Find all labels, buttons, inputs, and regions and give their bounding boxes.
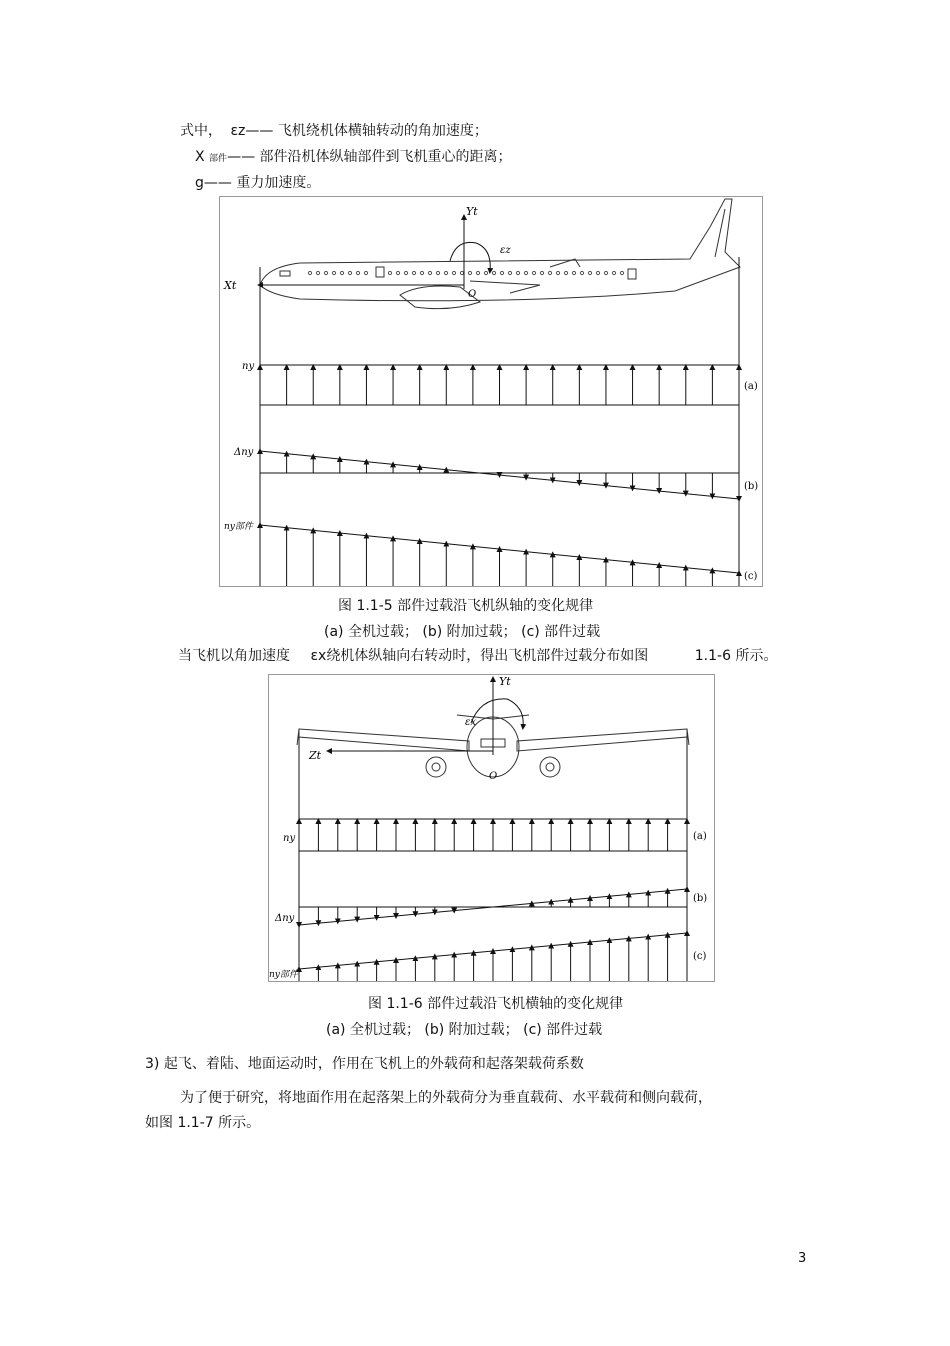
window-dot	[492, 271, 495, 274]
window-dot	[556, 271, 559, 274]
tag-c: (c)	[744, 571, 758, 582]
figure-1-1-6-subcaption: (a) 全机过载； (b) 附加过载； (c) 部件过载	[326, 1022, 603, 1038]
tag-b: (b)	[744, 481, 759, 492]
window-dot	[596, 271, 599, 274]
window-dot	[436, 271, 439, 274]
ny-part-label: ny部件	[269, 970, 298, 980]
window-dot	[580, 271, 583, 274]
section-3-heading: 3) 起飞、着陆、地面运动时，作用在飞机上的外载荷和起落架载荷系数	[145, 1056, 584, 1072]
window-dot	[364, 271, 367, 274]
figure-1-1-6-drawing	[269, 675, 714, 981]
window-dot	[484, 271, 487, 274]
window-dot	[388, 271, 391, 274]
window-dot	[428, 271, 431, 274]
window-dot	[460, 271, 463, 274]
window-dot	[532, 271, 535, 274]
epsilon-label: εx	[465, 717, 477, 728]
where-line-x	[195, 146, 512, 166]
epsilon-x-symbol: εx	[310, 648, 327, 664]
x-subscript: 部件	[209, 154, 228, 164]
rotation-sentence-b: 绕机体纵轴向右转动时，得出飞机部件过载分布如图	[326, 648, 649, 664]
x-axis-label: Xt	[224, 279, 237, 292]
where-line-g: g—— 重力加速度。	[195, 175, 321, 191]
rotation-sentence-c: 1.1-6 所示。	[694, 648, 778, 664]
ny-label: ny	[283, 833, 296, 844]
window-dot	[404, 271, 407, 274]
figure-1-1-5-subcaption: (a) 全机过载； (b) 附加过载； (c) 部件过载	[324, 624, 601, 640]
where-line-epsilon	[180, 120, 488, 140]
epsilon-z-definition: —— 飞机绕机体横轴转动的角加速度；	[245, 123, 488, 139]
tag-a: (a)	[744, 381, 758, 392]
tag-b: (b)	[693, 893, 708, 904]
tag-a: (a)	[693, 831, 707, 842]
window-dot	[524, 271, 527, 274]
delta-ny-label: Δny	[234, 447, 254, 458]
ny-label: ny	[242, 361, 255, 372]
epsilon-z-symbol: εz	[230, 123, 246, 139]
z-axis-label: Zt	[309, 749, 322, 762]
figure-1-1-5	[219, 196, 763, 587]
ny-part-label: ny部件	[224, 522, 253, 532]
rotation-arc-icon	[471, 699, 523, 727]
diagram-c-arrows	[299, 933, 687, 981]
where-prefix: 式中，	[180, 123, 222, 139]
window-dot	[572, 271, 575, 274]
origin-label: O	[468, 289, 477, 300]
window-dot	[412, 271, 415, 274]
window-dot	[564, 271, 567, 274]
delta-ny-label: Δny	[275, 913, 295, 924]
rotation-sentence-a: 当飞机以角加速度	[178, 648, 290, 664]
window-dot	[508, 271, 511, 274]
diagram-a-arrows	[260, 367, 739, 405]
y-axis-label: Yt	[499, 675, 511, 688]
window-dot	[356, 271, 359, 274]
window-dot	[324, 271, 327, 274]
window-dot	[444, 271, 447, 274]
window-dot	[604, 271, 607, 274]
diagram-c-arrows	[260, 525, 739, 586]
window-dot	[500, 271, 503, 274]
window-dot	[308, 271, 311, 274]
airplane-windows	[308, 271, 623, 274]
window-dot	[620, 271, 623, 274]
figure-1-1-5-caption: 图 1.1-5 部件过载沿飞机纵轴的变化规律	[338, 598, 594, 614]
window-dot	[332, 271, 335, 274]
x-symbol: X	[195, 149, 205, 165]
window-dot	[340, 271, 343, 274]
window-dot	[420, 271, 423, 274]
rotation-sentence	[178, 645, 777, 665]
figure-1-1-5-drawing	[220, 197, 762, 586]
x-definition: —— 部件沿机体纵轴部件到飞机重心的距离；	[227, 149, 512, 165]
window-dot	[348, 271, 351, 274]
window-dot	[588, 271, 591, 274]
page-number: 3	[798, 1251, 807, 1266]
paragraph-line-2: 如图 1.1-7 所示。	[145, 1115, 261, 1131]
figure-1-1-6-caption: 图 1.1-6 部件过载沿飞机横轴的变化规律	[368, 996, 624, 1012]
origin-label: O	[489, 771, 498, 782]
window-dot	[396, 271, 399, 274]
window-dot	[548, 271, 551, 274]
window-dot	[476, 271, 479, 274]
tag-c: (c)	[693, 951, 707, 962]
paragraph-line-1: 为了便于研究，将地面作用在起落架上的外载荷分为垂直载荷、水平载荷和侧向载荷，	[180, 1090, 712, 1106]
window-dot	[468, 271, 471, 274]
diagram-a-arrows	[299, 821, 687, 851]
rotation-arc-icon	[450, 242, 490, 271]
window-dot	[516, 271, 519, 274]
y-axis-label: Yt	[466, 205, 478, 218]
window-dot	[316, 271, 319, 274]
window-dot	[452, 271, 455, 274]
figure-1-1-6	[268, 674, 715, 982]
window-dot	[612, 271, 615, 274]
epsilon-label: εz	[500, 245, 511, 256]
window-dot	[540, 271, 543, 274]
